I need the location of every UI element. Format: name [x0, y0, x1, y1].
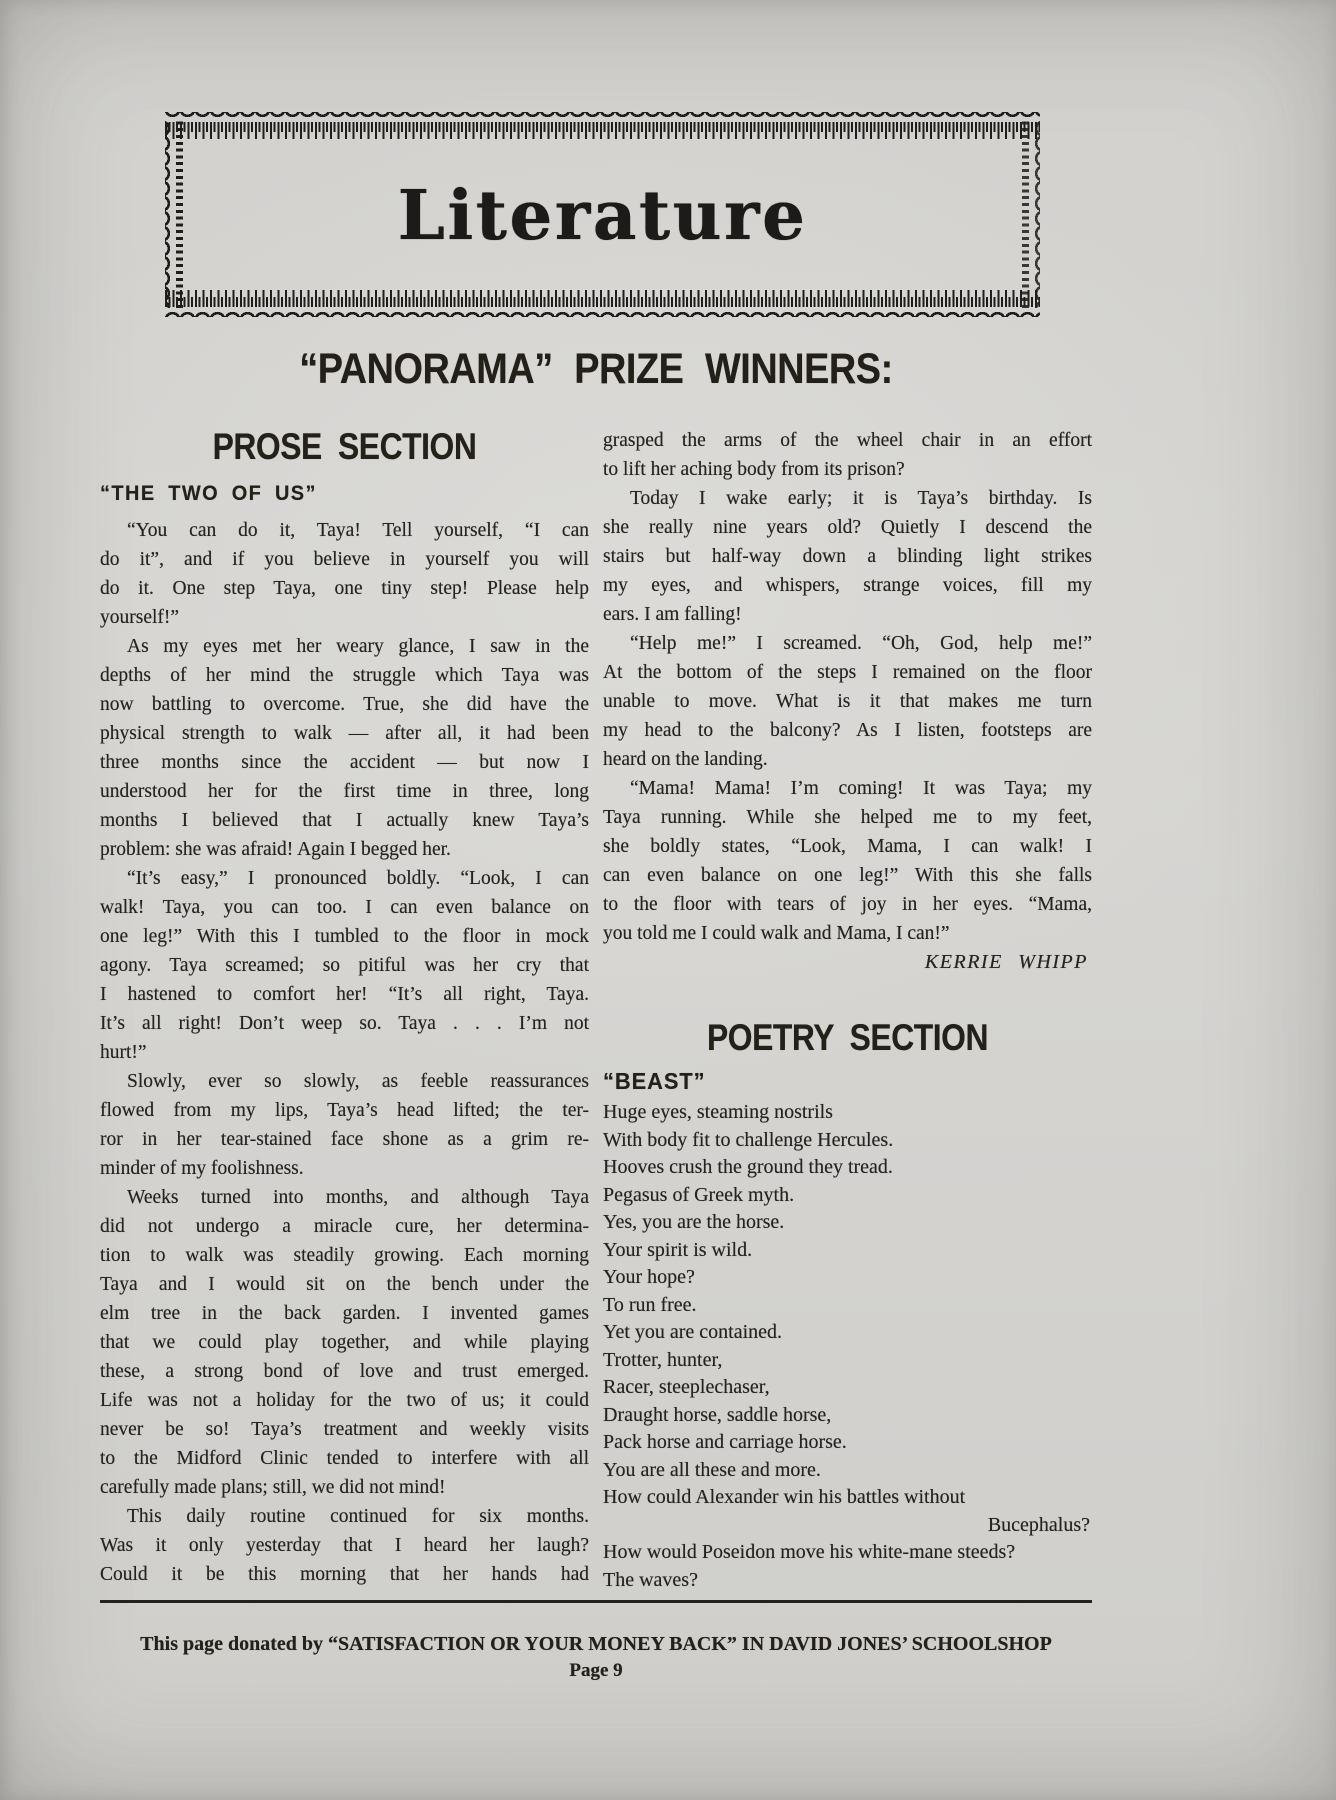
text-line: unable to move. What is it that makes me turn: [603, 691, 1092, 712]
text-line: As my eyes met her weary glance, I saw in the: [127, 636, 589, 657]
text-line: I hastened to comfort her! “It’s all right, Taya.: [100, 984, 589, 1005]
text-line: Taya running. While she helped me to my feet,: [603, 807, 1092, 828]
text-line: ears. I am falling!: [603, 604, 742, 625]
literature-banner-frame: [165, 112, 1040, 317]
prose-text-left: [100, 516, 589, 1589]
text-line: she boldly states, “Look, Mama, I can walk! I: [603, 836, 1092, 857]
text-line: Your hope?: [603, 1266, 695, 1288]
text-line: my head to the balcony? As I listen, footsteps are: [603, 720, 1092, 741]
frame-left-ornament: [165, 121, 184, 308]
text-line: grasped the arms of the wheel chair in an effort: [603, 430, 1092, 451]
text-line: to the floor with tears of joy in her eyes. “Mama,: [603, 894, 1092, 915]
poetry-section-heading: POETRY SECTION: [706, 1017, 989, 1058]
text-line: This daily routine continued for six months.: [127, 1506, 589, 1527]
banner-title: Literature: [397, 175, 808, 256]
text-line: Taya and I would sit on the bench under the: [100, 1274, 589, 1295]
text-line: walk! Taya, you can too. I can even balance on: [100, 897, 589, 918]
story-title: “THE TWO OF US”: [100, 482, 317, 505]
text-line: my eyes, and whispers, strange voices, fill my: [603, 575, 1092, 596]
text-line: At the bottom of the steps I remained on the floor: [603, 662, 1092, 683]
text-line: understood her for the first time in three, long: [100, 781, 589, 802]
text-line: With body fit to challenge Hercules.: [603, 1128, 894, 1151]
text-line: “Mama! Mama! I’m coming! It was Taya; my: [630, 778, 1092, 799]
text-line: Could it be this morning that her hands had: [100, 1564, 589, 1585]
right-column: [603, 426, 1092, 1594]
text-line: Huge eyes, steaming nostrils: [603, 1101, 833, 1123]
text-line: yourself!”: [100, 607, 180, 628]
text-line: Was it only yesterday that I heard her laugh?: [100, 1535, 589, 1556]
text-line: Hooves crush the ground they tread.: [603, 1156, 893, 1178]
text-line: You are all these and more.: [603, 1458, 821, 1481]
text-line: to lift her aching body from its prison?: [603, 459, 905, 480]
text-line: “Help me!” I screamed. “Oh, God, help me!”: [630, 633, 1092, 654]
text-line: she really nine years old? Quietly I descend the: [603, 517, 1092, 538]
donation-credit-emphasis: “SATISFACTION OR YOUR MONEY BACK” IN DAVID JONES’ SCHOOLSHOP: [328, 1633, 1052, 1655]
poem-title: “BEAST”: [603, 1068, 706, 1094]
prose-section-heading: PROSE SECTION: [212, 426, 477, 467]
text-line: never be so! Taya’s treatment and weekly visits: [100, 1419, 589, 1440]
poem-text: [603, 1099, 1092, 1594]
text-line: one leg!” With this I tumbled to the floor in mock: [100, 926, 589, 947]
text-line: Slowly, ever so slowly, as feeble reassurances: [127, 1071, 589, 1092]
text-line: hurt!”: [100, 1042, 147, 1063]
text-line: Racer, steeplechaser,: [603, 1376, 770, 1398]
footer-divider: [100, 1600, 1092, 1603]
text-line: “You can do it, Taya! Tell yourself, “I can: [127, 520, 589, 541]
left-column: [100, 426, 589, 1589]
text-line: It’s all right! Don’t weep so. Taya . . . I’m not: [100, 1013, 589, 1034]
text-line: agony. Taya screamed; so pitiful was her cry that: [100, 955, 589, 976]
text-line: Life was not a holiday for the two of us; it could: [100, 1390, 589, 1411]
text-line: How would Poseidon move his white-mane steeds?: [603, 1541, 1016, 1563]
text-line: to the Midford Clinic tended to interfere with all: [100, 1448, 589, 1469]
text-line: stairs but half-way down a blinding light strikes: [603, 546, 1092, 567]
text-line: minder of my foolishness.: [100, 1158, 304, 1179]
page-number: Page 9: [569, 1660, 623, 1681]
scallop-border-icon: [165, 112, 1040, 122]
text-line: months I believed that I actually knew Taya’s: [100, 810, 589, 831]
text-line: Your spirit is wild.: [603, 1238, 753, 1261]
content-columns: [100, 426, 1092, 1594]
text-line: do it. One step Taya, one tiny step! Please help: [100, 578, 589, 599]
text-line: Draught horse, saddle horse,: [603, 1403, 832, 1426]
text-line: you told me I could walk and Mama, I can!”: [603, 923, 950, 944]
text-line: physical strength to walk — after all, it had been: [100, 723, 589, 744]
text-line: can even balance on one leg!” With this she falls: [603, 865, 1092, 886]
text-line: problem: she was afraid! Again I begged her.: [100, 839, 451, 860]
text-line: Pegasus of Greek myth.: [603, 1183, 795, 1206]
frame-right-ornament: [1021, 121, 1040, 308]
text-line: Bucephalus?: [987, 1513, 1090, 1536]
text-line: did not undergo a miracle cure, her determina-: [100, 1216, 589, 1237]
page-title: “PANORAMA” PRIZE WINNERS:: [299, 345, 893, 393]
text-line: Weeks turned into months, and although Taya: [127, 1187, 589, 1208]
text-line: flowed from my lips, Taya’s head lifted; the ter-: [100, 1100, 589, 1121]
text-line: To run free.: [603, 1293, 697, 1316]
scallop-border-icon: [165, 307, 1040, 317]
text-line: “It’s easy,” I pronounced boldly. “Look, I can: [127, 868, 589, 889]
text-line: Yes, you are the horse.: [603, 1211, 785, 1233]
prose-text-right: [603, 426, 1092, 948]
text-line: Pack horse and carriage horse.: [603, 1431, 847, 1453]
text-line: do it”, and if you believe in yourself you will: [100, 549, 589, 570]
text-line: How could Alexander win his battles without: [603, 1486, 966, 1508]
text-line: tion to walk was steadily growing. Each morning: [100, 1245, 589, 1266]
text-line: Yet you are contained.: [603, 1321, 783, 1343]
text-line: elm tree in the back garden. I invented games: [100, 1303, 589, 1324]
text-line: The waves?: [603, 1568, 698, 1591]
donation-credit-prefix: This page donated by: [140, 1633, 324, 1655]
text-line: Today I wake early; it is Taya’s birthday. Is: [630, 488, 1092, 509]
text-line: ror in her tear-stained face shone as a grim re-: [100, 1129, 589, 1150]
author-byline: KERRIE WHIPP: [924, 951, 1088, 973]
text-line: three months since the accident — but now I: [100, 752, 589, 773]
text-line: that we could play together, and while playing: [100, 1332, 589, 1353]
text-line: Trotter, hunter,: [603, 1348, 723, 1371]
text-line: heard on the landing.: [603, 749, 768, 770]
text-line: carefully made plans; still, we did not mind!: [100, 1477, 446, 1498]
text-line: depths of her mind the struggle which Taya was: [100, 665, 589, 686]
text-line: these, a strong bond of love and trust emerged.: [100, 1361, 589, 1382]
donation-credit: [100, 1630, 1092, 1658]
text-line: now battling to overcome. True, she did have the: [100, 694, 589, 715]
